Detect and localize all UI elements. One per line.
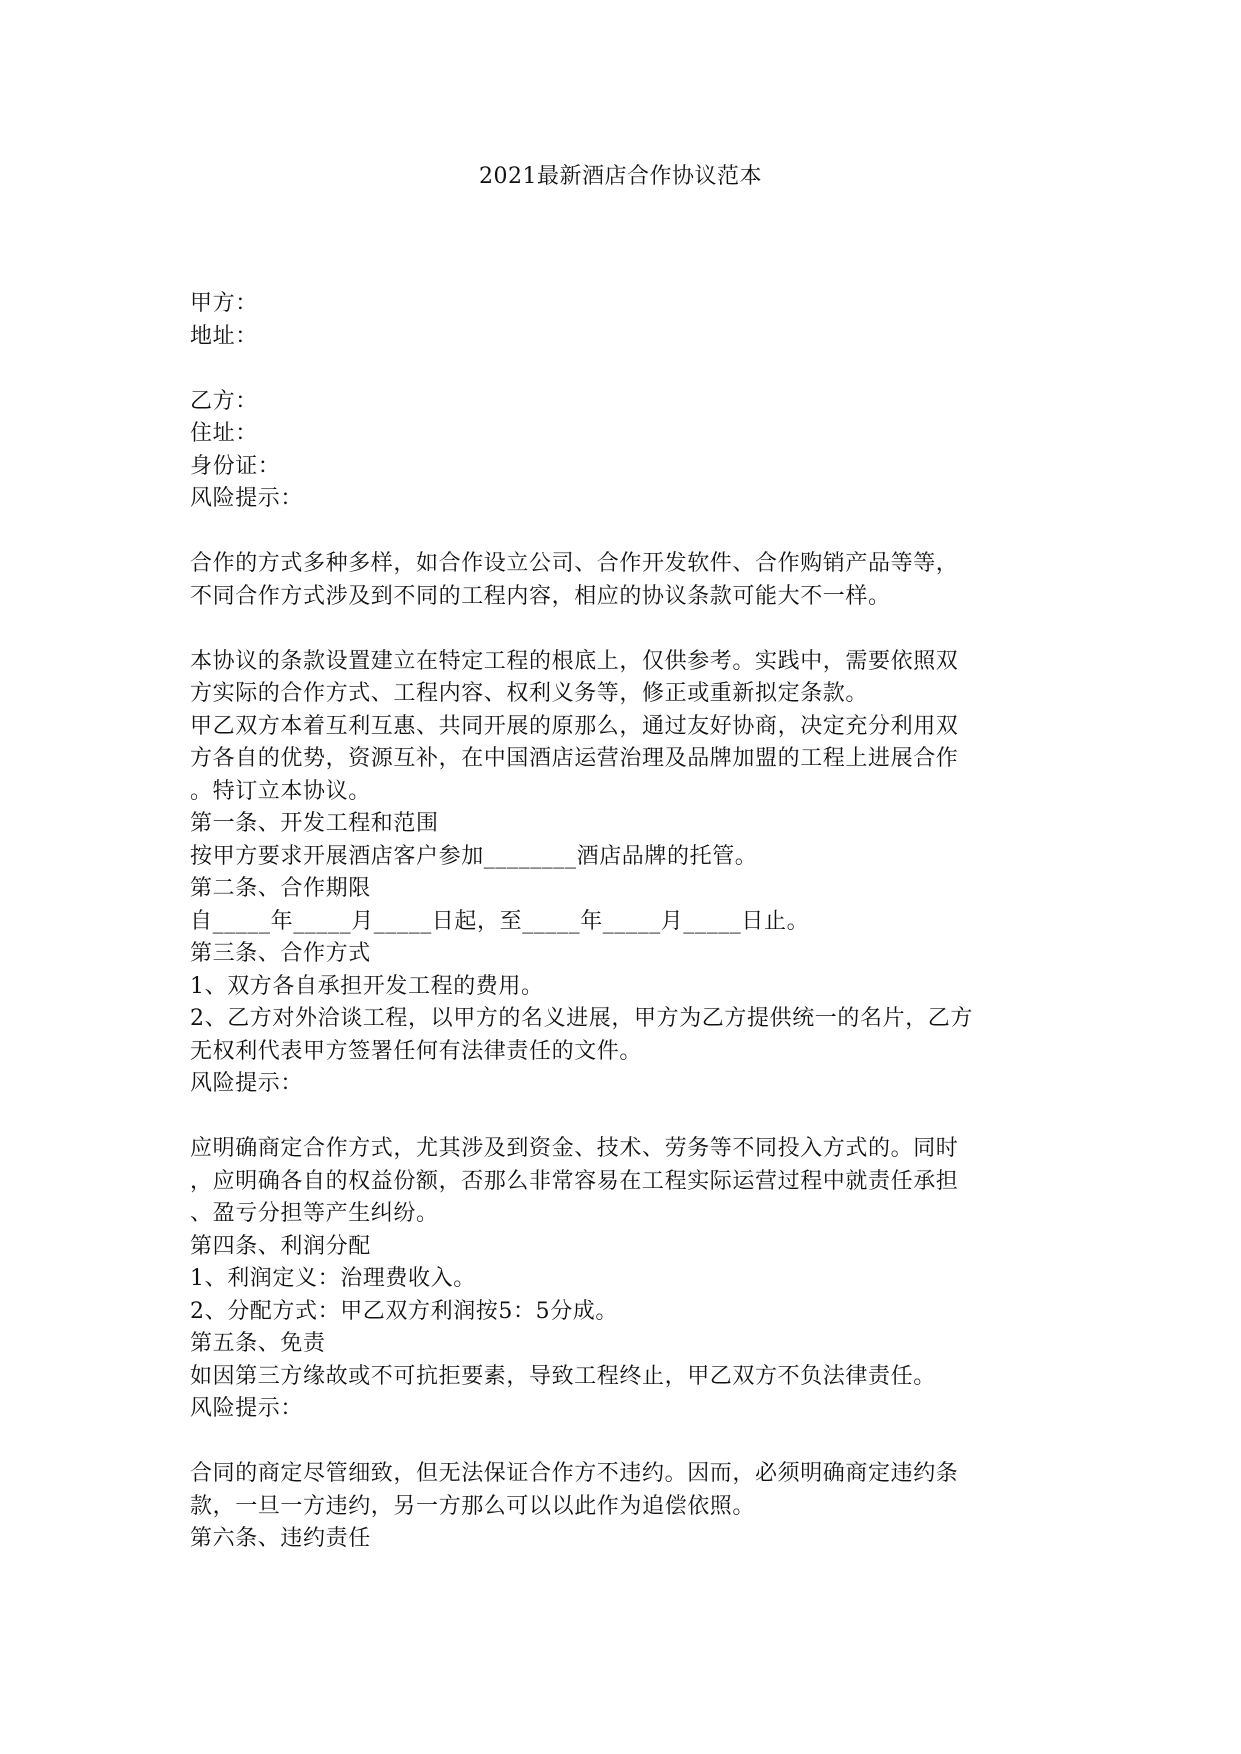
document-line: 甲方： xyxy=(190,291,258,316)
document-line: 住址： xyxy=(190,421,258,446)
document-line: ，应明确各自的权益份额，否那么非常容易在工程实际运营过程中就责任承担 xyxy=(190,1168,959,1194)
document-line: 风险提示： xyxy=(190,486,304,511)
document-line: 风险提示： xyxy=(190,1396,304,1421)
document-line: 甲乙双方本着互利互惠、共同开展的原那么，通过友好协商，决定充分利用双 xyxy=(190,713,959,739)
document-line: 、盈亏分担等产生纠纷。 xyxy=(190,1201,439,1226)
document-line: 如因第三方缘故或不可抗拒要素，导致工程终止，甲乙双方不负法律责任。 xyxy=(190,1363,936,1389)
document-line: 地址： xyxy=(190,323,258,349)
document-line: 不同合作方式涉及到不同的工程内容，相应的协议条款可能大不一样。 xyxy=(190,583,891,609)
document-line: 第六条、违约责任 xyxy=(190,1526,371,1551)
document-line: 方各自的优势，资源互补，在中国酒店运营治理及品牌加盟的工程上进展合作 xyxy=(190,746,959,771)
blank-line xyxy=(190,1101,1070,1134)
blank-line xyxy=(190,1426,1070,1459)
document-line: 1、利润定义：治理费收入。 xyxy=(190,1266,476,1291)
document-line: 第三条、合作方式 xyxy=(190,941,371,966)
document-title: 2021最新酒店合作协议范本 xyxy=(479,164,762,189)
document-line: 2、乙方对外洽谈工程，以甲方的名义进展，甲方为乙方提供统一的名片，乙方 xyxy=(190,1006,973,1031)
document-line: 本协议的条款设置建立在特定工程的根底上，仅供参考。实践中，需要依照双 xyxy=(190,648,959,674)
document-line: 按甲方要求开展酒店客户参加________酒店品牌的托管。 xyxy=(190,843,758,869)
blank-line xyxy=(190,516,1070,549)
document-line: 乙方： xyxy=(190,388,258,414)
document-line: 风险提示： xyxy=(190,1071,304,1096)
document-line: 合同的商定尽管细致，但无法保证合作方不违约。因而，必须明确商定违约条 xyxy=(190,1461,959,1486)
document-line: 第五条、免责 xyxy=(190,1331,326,1356)
document-line: 。特订立本协议。 xyxy=(190,778,371,804)
blank-line xyxy=(190,353,1070,386)
document-line: 方实际的合作方式、工程内容、权利义务等，修正或重新拟定条款。 xyxy=(190,681,869,706)
document-line: 第二条、合作期限 xyxy=(190,876,371,901)
document-line: 1、双方各自承担开发工程的费用。 xyxy=(190,973,544,999)
document-line: 合作的方式多种多样，如合作设立公司、合作开发软件、合作购销产品等等， xyxy=(190,551,959,576)
document-line: 款，一旦一方违约，另一方那么可以以此作为追偿依照。 xyxy=(190,1493,756,1519)
document-line: 第四条、利润分配 xyxy=(190,1233,371,1259)
document-line: 自_____年_____月_____日起，至_____年_____月_____日止。 xyxy=(190,908,810,934)
document-line: 应明确商定合作方式，尤其涉及到资金、技术、劳务等不同投入方式的。同时 xyxy=(190,1136,959,1161)
document-line: 2、分配方式：甲乙双方利润按5：5分成。 xyxy=(190,1298,618,1324)
document-line: 第一条、开发工程和范围 xyxy=(190,811,439,836)
document-body xyxy=(190,288,1070,1556)
blank-line xyxy=(190,613,1070,646)
document-line: 身份证： xyxy=(190,453,281,479)
document-line: 无权利代表甲方签署任何有法律责任的文件。 xyxy=(190,1038,643,1064)
